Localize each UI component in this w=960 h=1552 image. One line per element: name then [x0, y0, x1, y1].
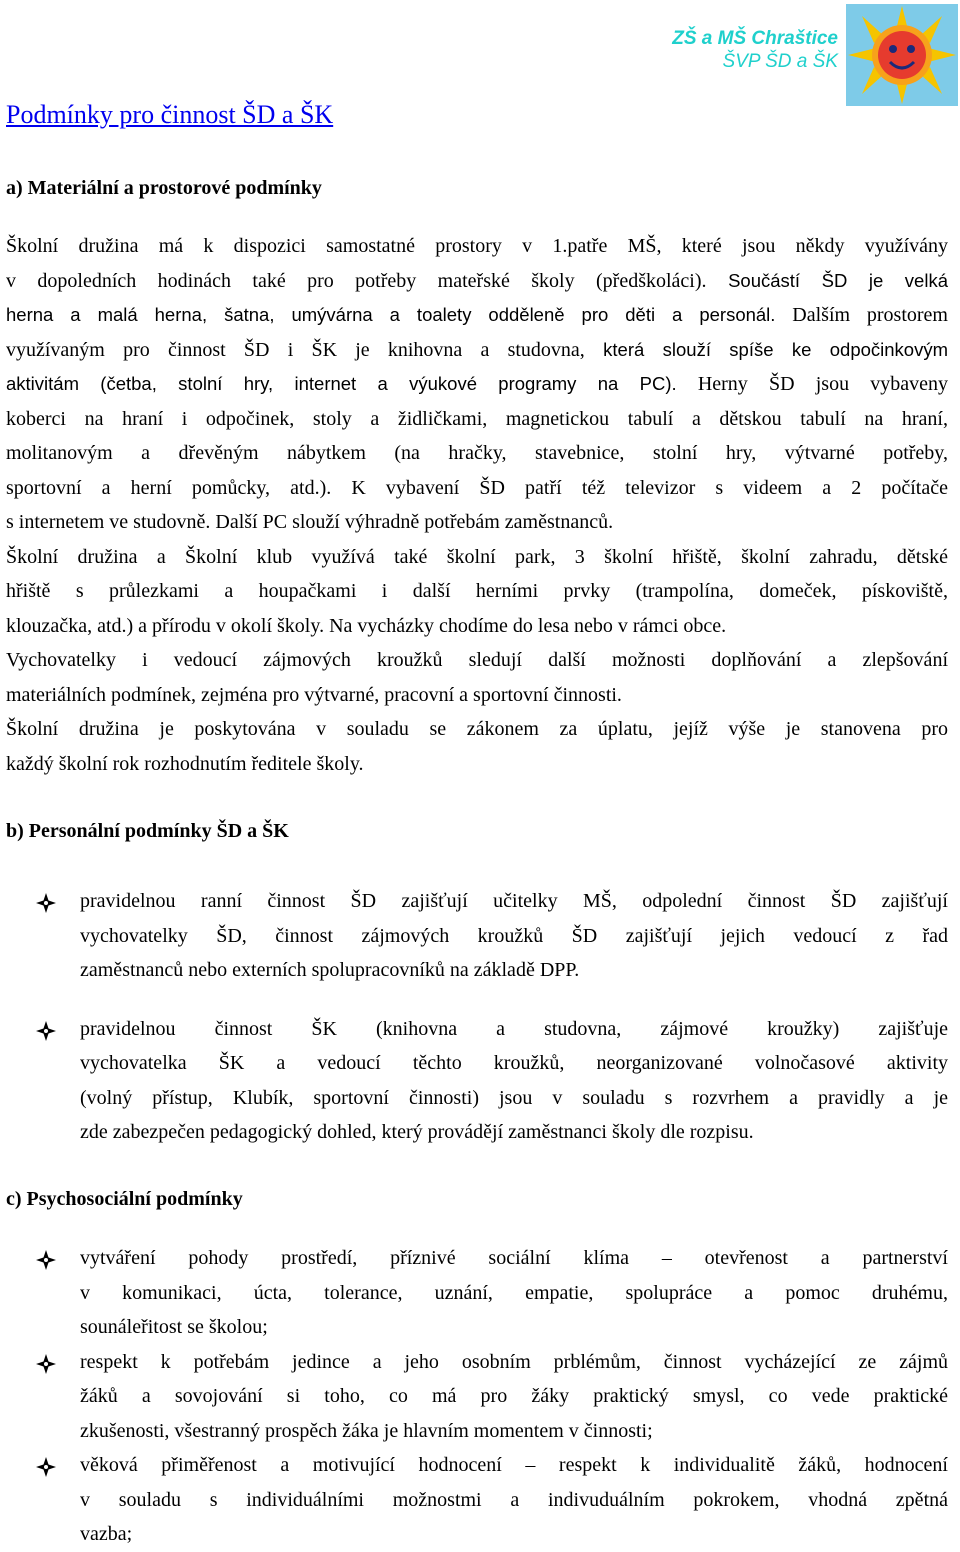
text-line: materiálních podmínek, zejména pro výtvarné, pracovní a sportovní činnosti.: [6, 683, 622, 706]
text-line: Školní družina je poskytována v souladu se zákonem za úplatu, jejíž výše je stanovena pro: [6, 718, 948, 740]
diamond-bullet-icon: [36, 1250, 56, 1270]
text-line: v dopoledních hodinách také pro potřeby mateřské školy (předškoláci). Součástí ŠD je velká: [6, 269, 948, 292]
diamond-bullet-icon: [36, 893, 56, 913]
diamond-bullet-icon: [36, 1457, 56, 1477]
list-item: respekt k potřebám jedince a jeho osobním prblémům, činnost vycházející ze zájmů žáků a sovojování si toho, co má pro žáky praktický smysl, co vede praktické zkušenosti, všestranný prospěch žáka je hlavním momentem v činnosti;: [6, 1345, 948, 1449]
text-line: s internetem ve studovně. Další PC slouží výhradně potřebám zaměstnanců.: [6, 511, 614, 533]
section-a-text: [6, 229, 948, 781]
list-item: věková přiměřenost a motivující hodnocení – respekt k individualitě žáků, hodnocení v souladu s individuálními možnostmi a indivuduálním pokrokem, vhodná zpětná vazba;: [6, 1448, 948, 1552]
section-a-heading: a) Materiální a prostorové podmínky: [6, 177, 322, 199]
list-item: pravidelnou činnost ŠK (knihovna a studovna, zájmové kroužky) zajišťuje vychovatelka ŠK a vedoucí těchto kroužků, neorganizované volnočasové aktivity (volný přístup, Klubík, sportovní činnosti) jsou v souladu s rozvrhem a pravidly a je zde zabezpečen pedagogický dohled, který provádějí zaměstnanci školy dle rozpisu.: [6, 1012, 948, 1150]
text-line: Školní družina má k dispozici samostatné prostory v 1.patře MŠ, které jsou někdy využívány: [6, 235, 948, 257]
section-b-heading: b) Personální podmínky ŠD a ŠK: [6, 820, 289, 842]
section-b-list: [6, 884, 948, 1150]
text-line: využívaným pro činnost ŠD i ŠK je knihovna a studovna, která slouží spíše ke odpočinkovým: [6, 338, 949, 361]
section-c-heading: c) Psychosociální podmínky: [6, 1188, 243, 1210]
text-line: herna a malá herna, šatna, umývárna a toalety odděleně pro děti a personál. Dalším prostorem: [6, 304, 948, 326]
page-title[interactable]: Podmínky pro činnost ŠD a ŠK: [6, 100, 334, 129]
school-line-1: ZŠ a MŠ Chraštice: [672, 28, 838, 49]
school-name: [672, 27, 838, 73]
list-item: vytváření pohody prostředí, příznivé sociální klíma – otevřenost a partnerství v komunikaci, úcta, tolerance, uznání, empatie, spolupráce a pomoc druhému, sounáleřitost se školou;: [6, 1241, 948, 1345]
text-line: aktivitám (četba, stolní hry, internet a výukové programy na PC). Herny ŠD jsou vybaveny: [6, 373, 948, 395]
school-line-2: ŠVP ŠD a ŠK: [722, 51, 838, 72]
text-line: hřiště s průlezkami a houpačkami i další herními prvky (trampolína, domeček, pískoviště,: [6, 580, 948, 602]
sun-logo-icon: [846, 4, 958, 106]
diamond-bullet-icon: [36, 1354, 56, 1374]
text-line: koberci na hraní i odpočinek, stoly a židličkami, magnetickou tabulí a dětskou tabulí na hraní,: [6, 407, 948, 430]
text-line: Vychovatelky i vedoucí zájmových kroužků sledují další možnosti doplňování a zlepšování: [6, 649, 948, 671]
text-line: molitanovým a dřevěným nábytkem (na hračky, stavebnice, stolní hry, výtvarné potřeby,: [6, 442, 948, 464]
text-line: sportovní a herní pomůcky, atd.). K vybavení ŠD patří též televizor s videem a 2 počítače: [6, 476, 948, 499]
text-line: klouzačka, atd.) a přírodu v okolí školy. Na vycházky chodíme do lesa nebo v rámci obce.: [6, 614, 727, 637]
text-line: Školní družina a Školní klub využívá také školní park, 3 školní hřiště, školní zahradu, dětské: [6, 545, 948, 568]
section-c-list: [6, 1241, 948, 1552]
text-line: každý školní rok rozhodnutím ředitele školy.: [6, 752, 364, 775]
diamond-bullet-icon: [36, 1021, 56, 1041]
list-item: pravidelnou ranní činnost ŠD zajišťují učitelky MŠ, odpolední činnost ŠD zajišťují vychovatelky ŠD, činnost zájmových kroužků ŠD zajišťují jejich vedoucí z řad zaměstnanců nebo externích spolupracovníků na základě DPP.: [6, 884, 948, 988]
